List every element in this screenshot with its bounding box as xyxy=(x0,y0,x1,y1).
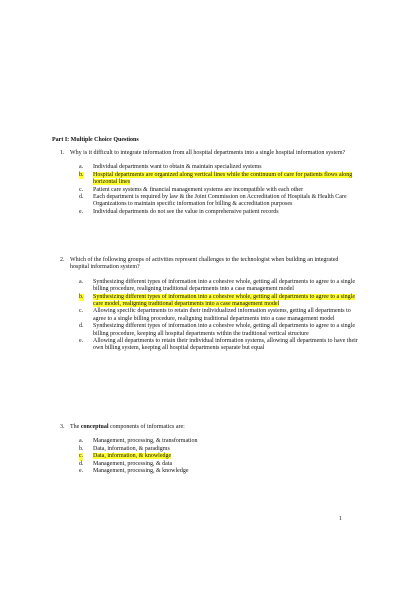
question-stem xyxy=(60,257,358,272)
option-list xyxy=(0,164,400,216)
option-letter: a. xyxy=(79,164,84,171)
option-text-highlighted: Data, information, & knowledge xyxy=(93,453,172,460)
option-a[interactable] xyxy=(79,278,363,294)
option-text: Synthesizing different types of information into a cohesive whole, getting all departments to agree to a single billing procedure, realigning traditional departments into a case management model xyxy=(93,278,355,293)
option-letter: a. xyxy=(79,438,84,445)
option-text: Management, processing, & data xyxy=(93,460,173,467)
question-stem xyxy=(60,424,358,431)
option-c[interactable] xyxy=(79,186,363,194)
option-text: Patient care systems & financial management systems are incompatible with each other xyxy=(93,186,304,193)
section-title: Part I: Multiple Choice Questions xyxy=(52,137,139,143)
option-letter: c. xyxy=(79,186,84,193)
question-text: Why is it difficult to integrate information from all hospital departments into a single hospital information system? xyxy=(70,150,346,156)
option-list xyxy=(0,279,400,353)
question-3 xyxy=(0,424,400,475)
option-text: Individual departments want to obtain & maintain specialized systems xyxy=(93,164,262,171)
option-text: Synthesizing different types of information into a cohesive whole, getting all departments to agree to a single billing procedure, keeping all hospital departments within the traditional vertical structure xyxy=(93,323,355,337)
option-text-highlighted: Hospital departments are organized along vertical lines while the continuum of care for patients flows along horizontal lines xyxy=(93,171,353,186)
option-letter: b. xyxy=(79,171,84,178)
option-d[interactable] xyxy=(79,194,363,209)
question-text-prefix: The xyxy=(70,424,81,430)
option-e[interactable] xyxy=(79,208,363,216)
option-text: Allowing all departments to retain their individual information systems, allowing all departments to have their own billing system, keeping all hospital departments separate but equal xyxy=(93,338,358,352)
option-text: Individual departments do not see the value in comprehensive patient records xyxy=(93,208,279,215)
question-2 xyxy=(0,257,400,353)
option-letter: e. xyxy=(79,468,84,475)
option-letter: b. xyxy=(79,293,84,300)
option-b[interactable] xyxy=(79,293,363,309)
question-text-suffix: components of informatics are: xyxy=(108,424,185,430)
question-text-bold: conceptual xyxy=(80,424,109,430)
option-a[interactable] xyxy=(79,438,363,445)
page-number: 1 xyxy=(339,516,342,522)
option-letter: a. xyxy=(79,278,84,285)
option-text: Management, processing, & transformation xyxy=(93,438,198,445)
option-letter: d. xyxy=(79,194,84,201)
option-d[interactable] xyxy=(79,460,363,468)
question-number: 1. xyxy=(60,150,65,156)
question-1 xyxy=(0,150,400,216)
option-letter: d. xyxy=(79,323,84,330)
option-b[interactable] xyxy=(79,171,363,187)
option-letter: b. xyxy=(79,445,84,452)
option-text: Allowing specific departments to retain their individualized information systems, getting all departments to agree to a single billing procedure, realigning traditional departments into a case management model xyxy=(93,308,351,322)
option-c[interactable] xyxy=(79,308,363,323)
option-letter: e. xyxy=(79,338,84,345)
option-d[interactable] xyxy=(79,323,363,338)
option-e[interactable] xyxy=(79,338,363,353)
option-text: Each department is required by law & the Joint Commission on Accreditation of Hospitals & Health Care Organizations to maintain specific information for billing & accreditation purposes xyxy=(93,194,347,208)
option-list xyxy=(0,438,400,475)
question-number: 3. xyxy=(60,424,65,430)
option-letter: d. xyxy=(79,460,84,467)
option-c[interactable] xyxy=(79,453,363,460)
option-e[interactable] xyxy=(79,468,363,475)
option-text: Data, information, & paradigms xyxy=(93,445,170,452)
option-text-highlighted: Synthesizing different types of information into a cohesive whole, getting all departments to agree to a single care model, realigning traditional departments into a case management model xyxy=(93,293,355,308)
question-text: Which of the following groups of activities represent challenges to the technologist when building an integrated hospital information system? xyxy=(70,257,339,271)
option-letter: c. xyxy=(79,308,84,315)
option-a[interactable] xyxy=(79,164,363,171)
question-number: 2. xyxy=(60,257,65,263)
option-letter: e. xyxy=(79,208,84,215)
option-text: Management, processing, & knowledge xyxy=(93,468,189,475)
question-stem xyxy=(60,150,358,157)
option-letter: c. xyxy=(79,453,84,460)
